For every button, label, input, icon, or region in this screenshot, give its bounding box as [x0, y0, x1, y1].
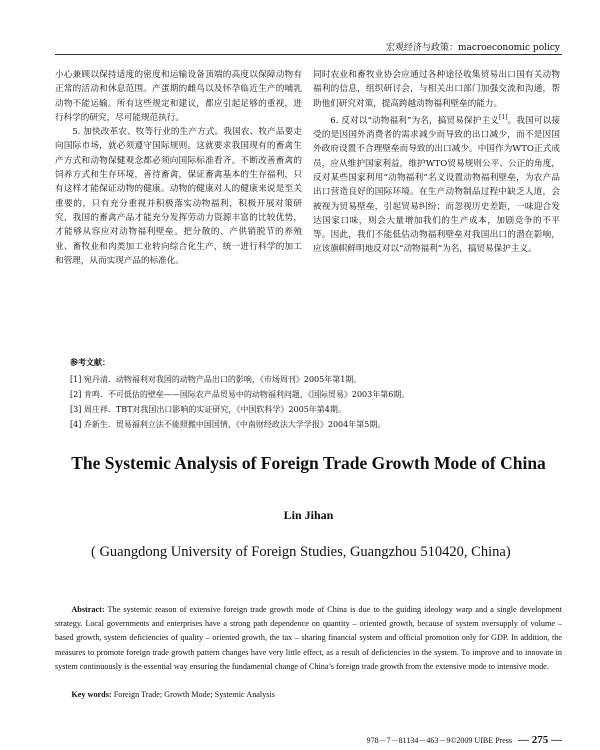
right-paragraph-2 [313, 111, 560, 257]
references-title: 参考文献： [70, 357, 110, 367]
abstract-text: The systemic reason of extensive foreign trade growth mode of China is due to the guiding ideology warp and a single development strategy. Local governments and enterprises have a strong path dependence on quantity – oriented growth, because of system oversupply of volume – based growth, system deficiencies of quality – oriented growth, the tax – sharing financial system and official promotion only for GDP. In addition, the measures to promote foreign trade growth pattern changes have very little effect, as a result of deficiencies in the system. To improve and to innovate in system continuously is the essential way ensuring the fundamental change of China’s foreign trade growth from the extensive mode to intensive mode. [55, 605, 562, 671]
reference-item: [4] 乔新生．贸易福利立法不能照搬中国国情，《中南财经政法大学学报》2004年第5期。 [70, 420, 386, 429]
right-paragraph-2-start: 6. 反对以“动物福利”为名，搞贸易保护主义 [330, 115, 500, 126]
page-footer [260, 734, 562, 746]
reference-item: [1] 宛丹清．动物福利对我国的动物产品出口的影响，《市场周刊》2005年第1期。 [70, 375, 362, 384]
references [70, 355, 560, 432]
right-paragraph-1: 同时农业和畜牧业协会应通过各种途径收集贸易出口国有关动物福利的信息，组织研讨会，与相关出口部门加强交流和沟通，帮助他们研究对策，提高跨越动物福利壁垒的能力。 [313, 70, 560, 109]
right-paragraph-2-rest: 。我国可以接受的是因国外消费者的需求减少而导致的出口减少，而不是因国外政府设置不合理壁垒而导致的出口减少。中国作为WTO正式成员，应从维护国家利益，维护WTO贸易规则公平、公正的角度，反对某些国家利用“动物福利”名义设置动物福利壁垒，为农产品出口营造良好的国际环境。在生产动物制品过程中缺乏人道，会被视为贸易壁垒，引起贸易纠纷；而忽视历史差距，一味迎合发达国家口味，则会大量增加我们的生产成本，加剧竞争的不平等。因此，我们不能低估动物福利壁垒对我国出口的潜在影响，应该旗帜鲜明地反对以“动物福利”为名，搞贸易保护主义。 [313, 115, 560, 255]
left-paragraph-1: 小心兼顾以保持适度的密度和运输设备顶端的高度以保障动物有正常的活动和休息范围。产蛋期的雌鸟以及怀孕临近生产的哺乳动物不能运输。所有这些规定和建议，都应引起足够的重视，进行科学的研究，尽可能规范执行。 [55, 70, 302, 123]
abstract [55, 603, 562, 674]
author-affiliation: ( Guangdong University of Foreign Studies, Guangzhou 510420, China) [91, 544, 511, 560]
right-column [313, 68, 560, 257]
citation-mark: [1] [499, 113, 508, 121]
english-title: The Systemic Analysis of Foreign Trade Growth Mode of China [71, 453, 546, 473]
keywords-label: Key words: [71, 690, 112, 699]
left-paragraph-2: 5. 加快改革农、牧等行业的生产方式。我国农、牧产品要走向国际市场，就必须遵守国际规则。这就要求我国现有的畜禽生产方式和动物保健观念都必须向国际标准看齐。不断改善畜禽的饲养方式和生存环境，善待畜禽，保证畜禽基本的生存福利，只有这样才能保证动物的健康。动物的健康对人的健康来说是至关重要的，只有充分重视并积极落实动物福利，积极开展对策研究，我国的畜禽产品才能充分发挥劳动力资源丰富的比较优势，才能够从容应对动物福利壁垒。把分散的、产供销脱节的养殖业、畜牧业和肉类加工业转向综合化生产，统一进行科学的加工和管理，从而实现产品的标准化。 [55, 127, 302, 266]
running-header: 宏观经济与政策：macroeconomic policy [385, 43, 560, 53]
abstract-label: Abstract: [71, 605, 105, 614]
header-rule [55, 54, 562, 55]
keywords [55, 690, 562, 699]
author-name: Lin Jihan [283, 508, 334, 522]
footer-isbn: 978－7－81134－463－9©2009 UIBE Press [366, 736, 512, 745]
reference-item: [2] 肯鸣．不可低估的壁垒——国际农产品贸易中的动物福利问题，《国际贸易》2003年第6期。 [70, 390, 410, 399]
reference-item: [3] 周庄祥．TBT对我国出口影响的实证研究，《中国软科学》2005年第4期。 [70, 405, 346, 414]
left-column [55, 68, 302, 268]
keywords-text: Foreign Trade; Growth Mode; Systemic Analysis [111, 690, 275, 699]
page-number: — 275 — [518, 734, 562, 746]
